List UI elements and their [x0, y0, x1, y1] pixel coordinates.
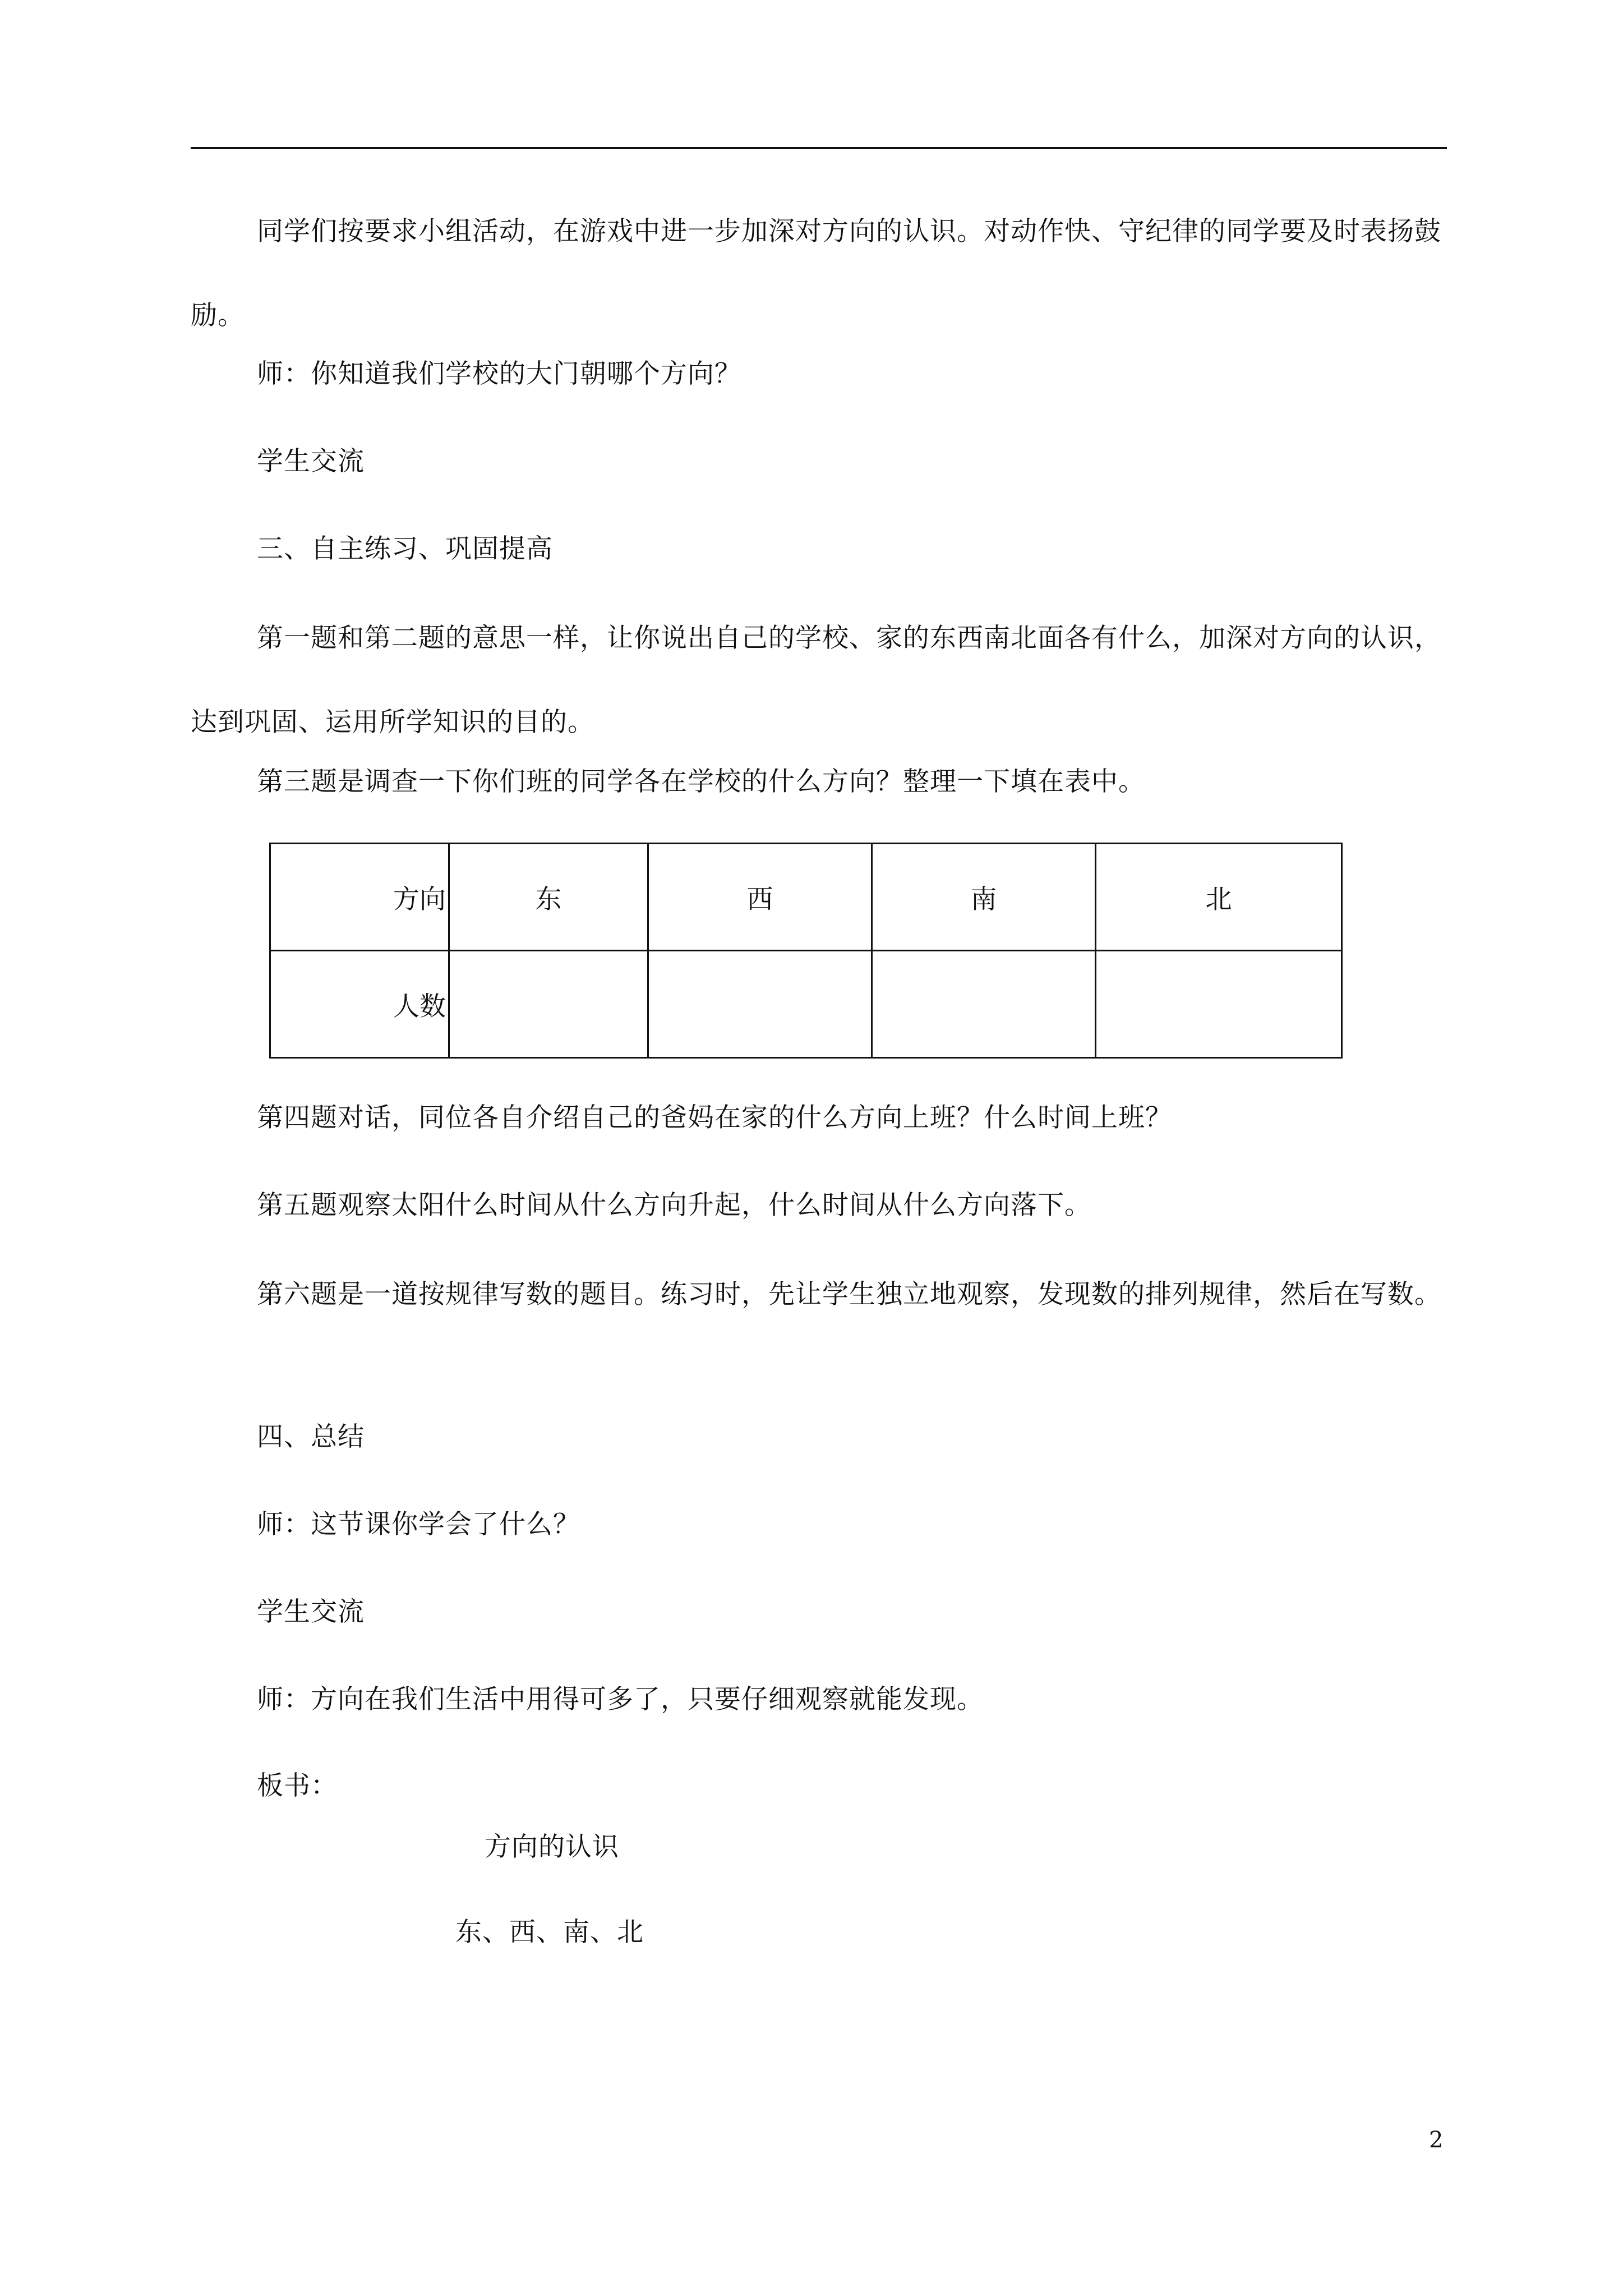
paragraph-exercise-5: 第五题观察太阳什么时间从什么方向升起，什么时间从什么方向落下。 — [257, 1190, 1091, 1221]
paragraph-exercise-3: 第三题是调查一下你们班的同学各在学校的什么方向？整理一下填在表中。 — [257, 766, 1145, 797]
paragraph-student-exchange-1: 学生交流 — [257, 446, 365, 477]
board-directions: 东、西、南、北 — [455, 1917, 644, 1948]
paragraph-teacher-conclusion: 师：方向在我们生活中用得可多了，只要仔细观察就能发现。 — [257, 1684, 984, 1715]
count-south-cell — [872, 951, 1096, 1058]
board-title: 方向的认识 — [485, 1832, 619, 1862]
paragraph-exercise-4: 第四题对话，同位各自介绍自己的爸妈在家的什么方向上班？什么时间上班？ — [257, 1102, 1172, 1133]
section-heading-practice: 三、自主练习、巩固提高 — [257, 533, 553, 564]
direction-survey-table — [269, 843, 1343, 1059]
row-header-direction: 方向 — [270, 844, 449, 951]
direction-survey-table-container — [269, 843, 1343, 1059]
header-rule — [191, 147, 1447, 149]
count-east-cell — [449, 951, 648, 1058]
column-west: 西 — [648, 844, 872, 951]
table-row-direction — [270, 844, 1342, 951]
page-number: 2 — [1429, 2127, 1444, 2153]
paragraph-exercise-6: 第六题是一道按规律写数的题目。练习时，先让学生独立地观察，发现数的排列规律，然后在写数。 — [257, 1279, 1441, 1310]
column-south: 南 — [872, 844, 1096, 951]
count-north-cell — [1096, 951, 1342, 1058]
column-north: 北 — [1096, 844, 1342, 951]
paragraph-group-activity: 同学们按要求小组活动，在游戏中进一步加深对方向的认识。对动作快、守纪律的同学要及时表扬鼓励。 — [191, 216, 1441, 331]
column-east: 东 — [449, 844, 648, 951]
paragraph-exercise-1-2: 第一题和第二题的意思一样，让你说出自己的学校、家的东西南北面各有什么，加深对方向的认识，达到巩固、运用所学知识的目的。 — [191, 623, 1441, 738]
section-heading-summary: 四、总结 — [257, 1421, 365, 1452]
row-header-count: 人数 — [270, 951, 449, 1058]
table-row-count — [270, 951, 1342, 1058]
paragraph-teacher-question-learned: 师：这节课你学会了什么？ — [257, 1509, 580, 1540]
paragraph-board-label: 板书： — [257, 1770, 338, 1801]
count-west-cell — [648, 951, 872, 1058]
paragraph-teacher-question-gate: 师：你知道我们学校的大门朝哪个方向？ — [257, 358, 741, 389]
paragraph-student-exchange-2: 学生交流 — [257, 1596, 365, 1627]
